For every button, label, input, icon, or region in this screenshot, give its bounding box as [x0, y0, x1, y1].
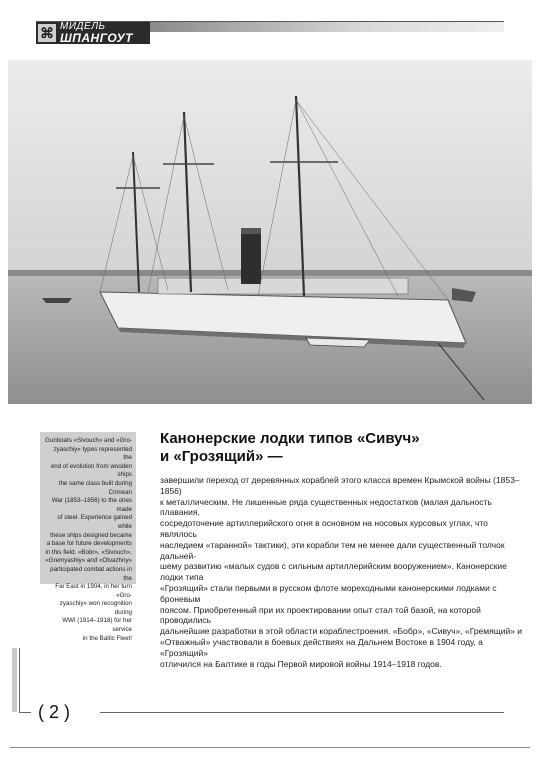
header-gradient-band — [150, 22, 504, 32]
magazine-title-line2: ШПАНГОУТ — [60, 31, 133, 45]
magazine-title-line1: МИДЕЛЬ — [60, 21, 106, 32]
gunboat-photo — [8, 60, 532, 404]
footer-vertical-rule — [19, 648, 20, 712]
footer-rule-left — [19, 712, 31, 713]
page-number: ( 2 ) — [38, 702, 71, 722]
article-body: завершили переход от деревянных кораблей этого класса времен Крымской войны (1853–1856) к металлическим. Не лишенные ряда существенных недостатков (малая дальность плавания, сосредоточение артиллерийского огня в основном на носовых курсовых углах, что являлось наследием «таранной» тактики), эти корабли тем не менее дали существенный толчок дальней- шему развитию «малых судов с сильным артиллерийским вооружением». Канонерские лодки типа «Грозящий» стали первыми в русском флоте мореходными канонерскими лодками с броневым поясом. Приобретенный при их проектировании опыт стал той базой, на которой проводились дальнейшие разработки в этой области кораблестроения. «Бобр», «Сивуч», «Гремящий» и «Отважный» участвовали в боевых действиях на Дальнем Востоке в 1904 году, а «Грозящий» отличился на Балтике в годы Первой мировой войны 1914–1918 годов. — [160, 475, 523, 669]
ship-emblem-icon: ⌘ — [40, 25, 54, 41]
footer-rule-right — [100, 712, 504, 713]
article-title: Канонерские лодки типов «Сивуч» и «Грозящий» — — [160, 430, 420, 465]
footer-side-bar — [12, 648, 17, 712]
english-caption: Gunboats «Sivouch» and «Gro- zyaschiy» types represented the end of evolution from wooden ships the same class built during Crimean War (1853–1856) to the ones made of steel. Experience gained while these ships designed became a base for future developments in this field. «Bobr», «Sivouch», «Gremyashiy» and «Otvazhny» participated combat actions in the Far East in 1904, in her turn «Gro- zyaschiy» won recognition during WWI (1914–1918) for her service in the Baltic Fleet! — [44, 437, 132, 642]
page-bottom-rule — [10, 747, 530, 748]
